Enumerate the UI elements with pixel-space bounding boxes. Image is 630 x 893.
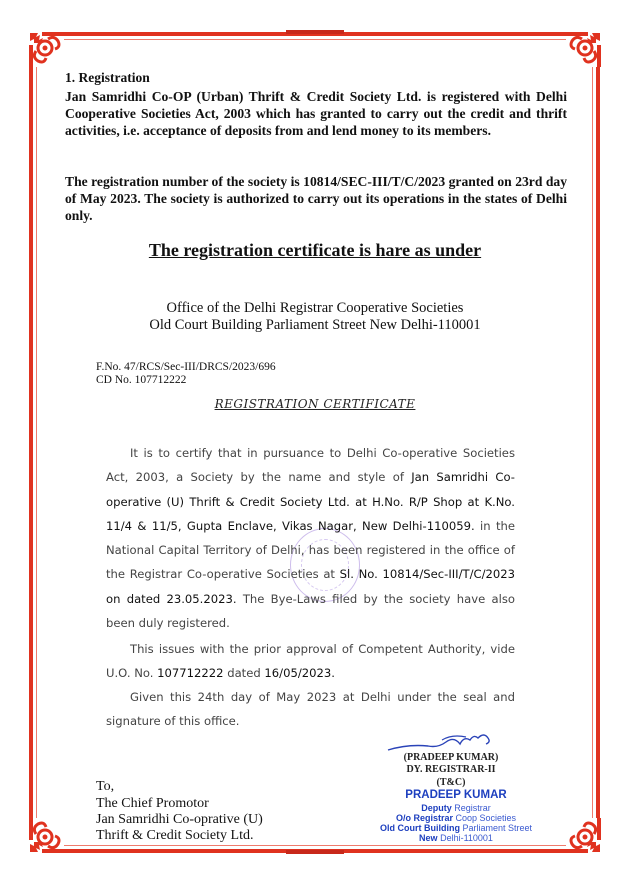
office-name: Office of the Delhi Registrar Cooperative Societies <box>166 300 464 316</box>
society-name-address: Jan Samridhi Co-operative (U) Thrift & Credit Society Ltd. at H.No. R/P Shop at K.No. 11/4 & 11/5, Gupta Enclave, Vikas Nagar, New Delhi-110059. <box>106 470 515 533</box>
stamp-text: Registrar <box>451 803 491 813</box>
corner-ornament-icon <box>566 818 602 854</box>
registration-paragraph: Jan Samridhi Co-OP (Urban) Thrift & Credit Society Ltd. is registered with Delhi Cooperative Societies Act, 2003 which has granted to carry out the credit and thrift activities, i.e. acceptance of deposits from and lend money to its members. <box>65 89 567 138</box>
border-accent-bottom <box>286 850 344 854</box>
file-number: F.No. 47/RCS/Sec-III/DRCS/2023/696 <box>96 361 276 373</box>
approval-date: 16/05/2023. <box>264 666 335 681</box>
stamp-text: Parliament Street <box>459 823 533 833</box>
stamp-text: O/o Registrar <box>395 813 453 823</box>
given-date-paragraph: Given this 24th day of May 2023 at Delhi under the seal and signature of this office. <box>106 690 515 729</box>
section-heading: 1. Registration <box>65 70 150 85</box>
body-text: in the National Capital Territory of Delhi, has been registered in the office of the Registrar Co-operative Societies at <box>106 518 516 582</box>
stamp-text: Deputy <box>421 803 452 813</box>
signature-icon <box>386 734 504 754</box>
certificate-body-paragraph <box>106 441 515 635</box>
uo-number: 107712222 <box>157 666 224 681</box>
body-text: It is to certify that in pursuance to Delhi Co-operative Societies Act, 2003, a Society by the name and style of <box>106 446 515 485</box>
serial-number-date: Sl. No. 10814/Sec-III/T/C/2023 on dated 23.05.2023. <box>106 567 515 606</box>
addressee-salutation: To, <box>96 779 115 794</box>
signatory-name: (PRADEEP KUMAR) <box>403 752 499 763</box>
addressee-title: The Chief Promotor <box>96 796 209 811</box>
corner-ornament-icon <box>566 31 602 67</box>
approval-paragraph <box>106 637 515 686</box>
stamp-text: Old Court Building <box>379 823 460 833</box>
addressee-org: Jan Samridhi Co-oprative (U) <box>96 812 263 827</box>
body-text: dated <box>223 666 265 681</box>
addressee-org-cont: Thrift & Credit Society Ltd. <box>96 828 254 843</box>
stamp-text: New <box>419 833 438 843</box>
stamp-text: Coop Societies <box>452 813 517 823</box>
stamp-text: Delhi-110001 <box>437 833 493 843</box>
body-text: This issues with the prior approval of Competent Authority, vide U.O. No. <box>106 642 515 681</box>
office-address: Old Court Building Parliament Street New Delhi-110001 <box>149 317 481 333</box>
corner-ornament-icon <box>28 818 64 854</box>
stamp-line <box>376 833 536 844</box>
border-accent-top <box>286 30 344 34</box>
registration-number-paragraph: The registration number of the society is 10814/SEC-III/T/C/2023 granted on 23rd day of May 2023. The society is authorized to carry out its operations in the states of Delhi only. <box>65 174 567 223</box>
corner-ornament-icon <box>28 31 64 67</box>
signatory-designation: DY. REGISTRAR-II <box>406 764 496 775</box>
certificate-title: REGISTRATION CERTIFICATE <box>214 397 416 411</box>
body-text: The Bye-Laws filed by the society have also been duly registered. <box>106 591 515 631</box>
stamp-name: PRADEEP KUMAR <box>405 789 507 801</box>
cd-number: CD No. 107712222 <box>96 374 187 386</box>
signatory-unit: (T&C) <box>436 777 466 788</box>
certificate-intro-heading: The registration certificate is hare as under <box>148 240 482 260</box>
